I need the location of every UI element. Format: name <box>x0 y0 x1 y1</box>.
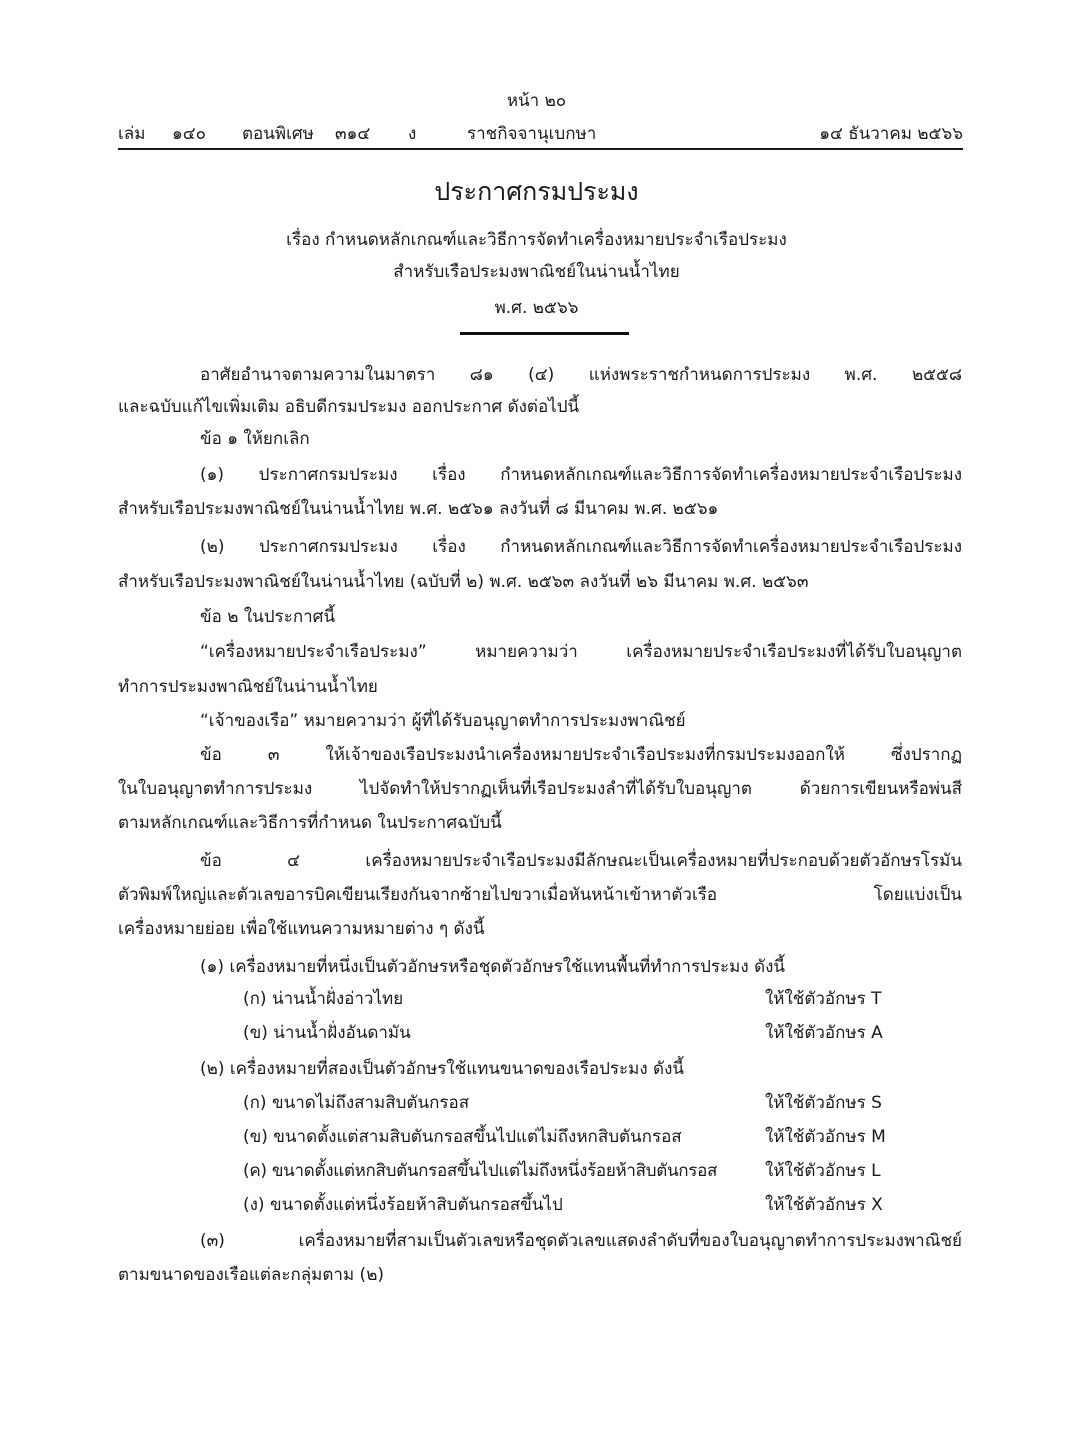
mark3-line2: ตามขนาดของเรือแต่ละกลุ่มตาม (๒) <box>118 1265 385 1285</box>
issue-label: ตอนพิเศษ <box>242 124 314 144</box>
clause1-item1-line1: (๑) ประกาศกรมประมง เรื่อง กำหนดหลักเกณฑ์และวิธีการจัดทำเครื่องหมายประจำเรือประมง <box>200 465 962 485</box>
area-item-code: ให้ใช้ตัวอักษร A <box>765 1023 883 1043</box>
volume-label: เล่ม <box>118 124 146 144</box>
size-item-code: ให้ใช้ตัวอักษร X <box>765 1195 883 1215</box>
mark2-heading: (๒) เครื่องหมายที่สองเป็นตัวอักษรใช้แทนขนาดของเรือประมง ดังนี้ <box>200 1059 685 1079</box>
mark1-heading: (๑) เครื่องหมายที่หนึ่งเป็นตัวอักษรหรือชุดตัวอักษรใช้แทนพื้นที่ทำการประมง ดังนี้ <box>200 957 786 977</box>
publication-name: ราชกิจจานุเบกษา <box>467 124 597 144</box>
clause1-item2-line2: สำหรับเรือประมงพาณิชย์ในน่านน้ำไทย (ฉบับที่ ๒) พ.ศ. ๒๕๖๓ ลงวันที่ ๒๖ มีนาคม พ.ศ. ๒๕๖๓ <box>118 572 809 592</box>
area-item-label: (ข) น่านน้ำฝั่งอันดามัน <box>243 1023 411 1043</box>
preamble-line2: และฉบับแก้ไขเพิ่มเติม อธิบดีกรมประมง ออกประกาศ ดังต่อไปนี้ <box>118 397 580 417</box>
clause1-item1-line2: สำหรับเรือประมงพาณิชย์ในน่านน้ำไทย พ.ศ. ๒๕๖๑ ลงวันที่ ๘ มีนาคม พ.ศ. ๒๕๖๑ <box>118 499 719 519</box>
size-item-code: ให้ใช้ตัวอักษร S <box>765 1093 882 1113</box>
clause3-line2: ในใบอนุญาตทำการประมง ไปจัดทำให้ปรากฏเห็นที่เรือประมงลำที่ได้รับใบอนุญาต ด้วยการเขียนหรือพ่นสี <box>118 779 962 799</box>
publication-date: ๑๔ ธันวาคม ๒๕๖๖ <box>819 124 963 144</box>
size-item-label: (ก) ขนาดไม่ถึงสามสิบตันกรอส <box>243 1093 470 1113</box>
clause2-heading: ข้อ ๒ ในประกาศนี้ <box>200 607 336 627</box>
size-item-label: (ง) ขนาดตั้งแต่หนึ่งร้อยห้าสิบตันกรอสขึ้นไป <box>243 1195 563 1215</box>
clause4-line1: ข้อ ๔ เครื่องหมายประจำเรือประมงมีลักษณะเป็นเครื่องหมายที่ประกอบด้วยตัวอักษรโรมัน <box>200 851 962 871</box>
clause4-line2: ตัวพิมพ์ใหญ่และตัวเลขอารบิคเขียนเรียงกันจากซ้ายไปขวาเมื่อหันหน้าเข้าหาตัวเรือ โดยแบ่งเป็น <box>118 885 962 905</box>
clause4-line3: เครื่องหมายย่อย เพื่อใช้แทนความหมายต่าง ๆ ดังนี้ <box>118 919 485 939</box>
page-number: หน้า ๒๐ <box>506 91 567 111</box>
definition-mark-line1: “เครื่องหมายประจำเรือประมง” หมายความว่า เครื่องหมายประจำเรือประมงที่ได้รับใบอนุญาต <box>200 642 962 662</box>
clause1-heading: ข้อ ๑ ให้ยกเลิก <box>200 429 310 449</box>
preamble-line1: อาศัยอำนาจตามความในมาตรา ๘๑ (๔) แห่งพระราชกำหนดการประมง พ.ศ. ๒๕๕๘ <box>200 365 962 385</box>
volume-number: ๑๔๐ <box>172 124 207 144</box>
clause1-item2-line1: (๒) ประกาศกรมประมง เรื่อง กำหนดหลักเกณฑ์และวิธีการจัดทำเครื่องหมายประจำเรือประมง <box>200 537 962 557</box>
clause3-line1: ข้อ ๓ ให้เจ้าของเรือประมงนำเครื่องหมายประจำเรือประมงที่กรมประมงออกให้ ซึ่งปรากฏ <box>200 745 962 765</box>
title-divider <box>460 332 629 335</box>
issue-section: ง <box>408 124 417 144</box>
document-subject-line2: สำหรับเรือประมงพาณิชย์ในน่านน้ำไทย <box>393 262 680 282</box>
document-year: พ.ศ. ๒๕๖๖ <box>494 298 579 318</box>
mark3-line1: (๓) เครื่องหมายที่สามเป็นตัวเลขหรือชุดตัวเลขแสดงลำดับที่ของใบอนุญาตทำการประมงพาณิชย์ <box>200 1231 962 1251</box>
document-title: ประกาศกรมประมง <box>434 177 639 206</box>
clause3-line3: ตามหลักเกณฑ์และวิธีการที่กำหนด ในประกาศฉบับนี้ <box>118 813 502 833</box>
document-subject-line1: เรื่อง กำหนดหลักเกณฑ์และวิธีการจัดทำเครื่องหมายประจำเรือประมง <box>286 230 787 250</box>
issue-number: ๓๑๔ <box>335 124 371 144</box>
size-item-code: ให้ใช้ตัวอักษร L <box>765 1161 881 1181</box>
size-item-label: (ค) ขนาดตั้งแต่หกสิบตันกรอสขึ้นไปแต่ไม่ถึงหนึ่งร้อยห้าสิบตันกรอส <box>243 1161 718 1181</box>
size-item-label: (ข) ขนาดตั้งแต่สามสิบตันกรอสขึ้นไปแต่ไม่ถึงหกสิบตันกรอส <box>243 1127 682 1147</box>
definition-owner: “เจ้าของเรือ” หมายความว่า ผู้ที่ได้รับอนุญาตทำการประมงพาณิชย์ <box>200 711 686 731</box>
definition-mark-line2: ทำการประมงพาณิชย์ในน่านน้ำไทย <box>118 677 378 697</box>
area-item-code: ให้ใช้ตัวอักษร T <box>765 989 882 1009</box>
area-item-label: (ก) น่านน้ำฝั่งอ่าวไทย <box>243 989 404 1009</box>
size-item-code: ให้ใช้ตัวอักษร M <box>765 1127 886 1147</box>
header-divider <box>118 148 963 150</box>
